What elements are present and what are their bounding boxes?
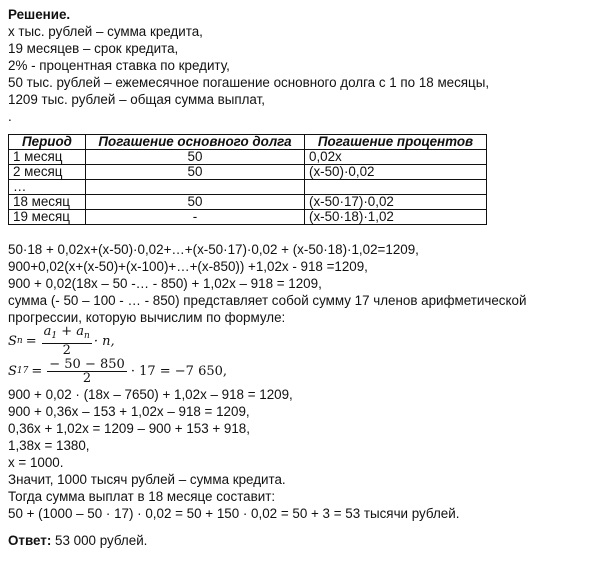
formula-arithmetic-sum	[8, 326, 594, 356]
cell-interest: 0,02x	[305, 150, 487, 165]
header-period: Период	[9, 135, 86, 150]
formula-eq: =	[31, 363, 43, 379]
term-plus: +	[57, 324, 77, 339]
cell-period: 19 месяц	[9, 210, 86, 225]
term-a1: a	[43, 324, 52, 339]
term-a1-sub: 1	[51, 331, 58, 341]
solution-document	[8, 6, 594, 549]
cell-period: 2 месяц	[9, 165, 86, 180]
fraction-denominator: 2	[82, 370, 92, 386]
solution-heading: Решение.	[8, 7, 71, 22]
calc-line: 900 + 0,36x – 153 + 1,02x – 918 = 1209,	[8, 404, 250, 419]
formula-fraction	[42, 325, 92, 357]
calc-line: 900 + 0,02(18x – 50 -… - 850) + 1,02x – 918 = 1209,	[8, 276, 322, 291]
header-principal: Погашение основного долга	[86, 135, 305, 150]
calc-line: 50 + (1000 – 50 · 17) · 0,02 = 50 + 150 · 0,02 = 50 + 3 = 53 тысячи рублей.	[8, 506, 460, 521]
table-row	[9, 210, 487, 225]
intro-line: 50 тыс. рублей – ежемесячное погашение основного долга с 1 по 18 месяцы,	[8, 75, 490, 90]
fraction-denominator: 2	[62, 343, 71, 358]
table-header-row	[9, 135, 487, 150]
calculation-block	[8, 241, 594, 522]
formula-lhs: S	[8, 333, 17, 349]
calc-line: Значит, 1000 тысяч рублей – сумма кредита.	[8, 472, 286, 487]
cell-period: 1 месяц	[9, 150, 86, 165]
header-interest: Погашение процентов	[305, 135, 487, 150]
intro-line: .	[8, 109, 12, 124]
formula-lhs-sub: 17	[16, 365, 29, 376]
intro-line: 1209 тыс. рублей – общая сумма выплат,	[8, 92, 265, 107]
table-row	[9, 195, 487, 210]
calc-line: x = 1000.	[8, 455, 64, 470]
calc-line: сумма (- 50 – 100 - … - 850) представляет собой сумму 17 членов арифметической	[8, 293, 527, 308]
table-row	[9, 165, 487, 180]
calc-line: 900 + 0,02 · (18x – 7650) + 1,02x – 918 = 1209,	[8, 387, 293, 402]
formula-tail: · 17 = −7 650,	[130, 363, 228, 379]
formula-tail: · n,	[93, 333, 115, 349]
calc-line: 50·18 + 0,02x+(x-50)·0,02+…+(x-50·17)·0,02 + (x-50·18)·1,02=1209,	[8, 242, 419, 257]
calc-line: 1,38x = 1380,	[8, 438, 90, 453]
formula-s17	[8, 356, 594, 386]
cell-interest	[305, 180, 487, 195]
formula-lhs-sub: n	[16, 335, 23, 346]
cell-principal: 50	[86, 195, 305, 210]
calc-line: 0,36x + 1,02x = 1209 – 900 + 153 + 918,	[8, 421, 250, 436]
formula-eq: =	[25, 333, 37, 349]
table-row	[9, 180, 487, 195]
formula-lhs: S	[8, 363, 17, 379]
payment-table	[8, 134, 487, 225]
answer-label: Ответ:	[8, 533, 52, 548]
formula-fraction	[47, 358, 127, 385]
cell-interest: (x-50)·0,02	[305, 165, 487, 180]
answer-value: 53 000 рублей.	[51, 533, 148, 548]
calc-line: прогрессии, которую вычислим по формуле:	[8, 310, 286, 325]
cell-period: 18 месяц	[9, 195, 86, 210]
cell-principal	[86, 180, 305, 195]
answer-line	[8, 532, 594, 549]
cell-interest: (x-50·17)·0,02	[305, 195, 487, 210]
cell-principal: 50	[86, 165, 305, 180]
fraction-numerator: − 50 − 850	[49, 356, 125, 372]
intro-line: 2% - процентная ставка по кредиту,	[8, 58, 230, 73]
fraction-numerator	[42, 325, 92, 344]
cell-period: …	[9, 180, 86, 195]
intro-line: 19 месяцев – срок кредита,	[8, 41, 179, 56]
intro-line: x тыс. рублей – сумма кредита,	[8, 24, 203, 39]
term-an-sub: n	[84, 331, 90, 341]
cell-principal: 50	[86, 150, 305, 165]
cell-interest: (x-50·18)·1,02	[305, 210, 487, 225]
cell-principal: -	[86, 210, 305, 225]
term-an: a	[76, 324, 85, 339]
calc-line: 900+0,02(x+(x-50)+(x-100)+…+(x-850)) +1,02x - 918 =1209,	[8, 259, 368, 274]
calc-line: Тогда сумма выплат в 18 месяце составит:	[8, 489, 276, 504]
table-row	[9, 150, 487, 165]
